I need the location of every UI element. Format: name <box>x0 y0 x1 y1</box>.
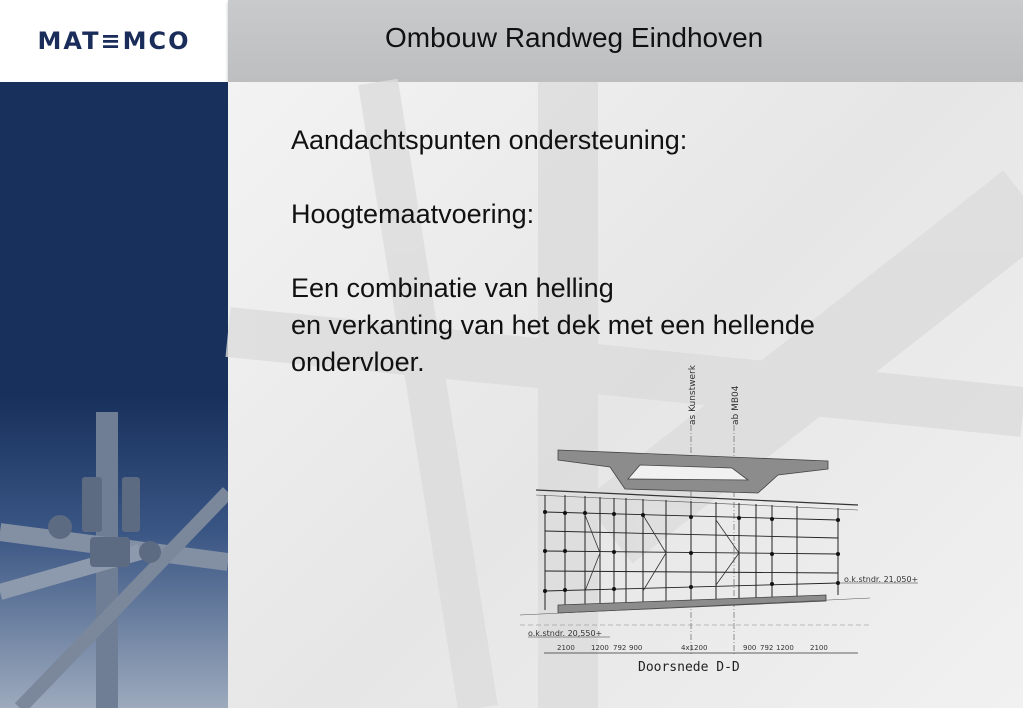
heading-hoogtemaatvoering: Hoogtemaatvoering: <box>291 199 535 229</box>
level-label-right: o.k.stndr. 21,050+ <box>844 575 919 584</box>
dimension-label: 792 <box>613 644 627 652</box>
dimension-label: 4x1200 <box>681 644 708 652</box>
text-line: Een combinatie van helling <box>291 273 614 303</box>
sidebar-photo <box>0 82 228 708</box>
axis-label-mb04: ab MB04 <box>731 385 741 425</box>
cross-section-drawing <box>510 355 919 680</box>
level-label-left: o.k.stndr. 20,550+ <box>528 629 603 638</box>
dimension-label: 2100 <box>557 644 575 652</box>
text-line: ondervloer. <box>291 347 425 377</box>
dimension-label: 900 <box>743 644 757 652</box>
axis-label-kunstwerk: as Kunstwerk <box>688 365 698 425</box>
logo-area <box>0 0 228 82</box>
heading-ondersteuning: Aandachtspunten ondersteuning: <box>291 125 688 155</box>
floor-plate <box>558 595 826 613</box>
matemco-logo: MAT≡MCO <box>37 27 191 55</box>
drawing-caption: Doorsnede D-D <box>638 660 740 675</box>
text-line: en verkanting van het dek met een hellende <box>291 310 815 340</box>
dimension-label: 1200 <box>776 644 794 652</box>
dimension-label: 1200 <box>591 644 609 652</box>
main-text <box>291 122 815 381</box>
dimension-label: 2100 <box>810 644 828 652</box>
slide-title: Ombouw Randweg Eindhoven <box>385 22 764 53</box>
dimension-label: 792 <box>760 644 774 652</box>
scaffold-illustration <box>0 82 228 708</box>
dimension-label: 900 <box>629 644 643 652</box>
